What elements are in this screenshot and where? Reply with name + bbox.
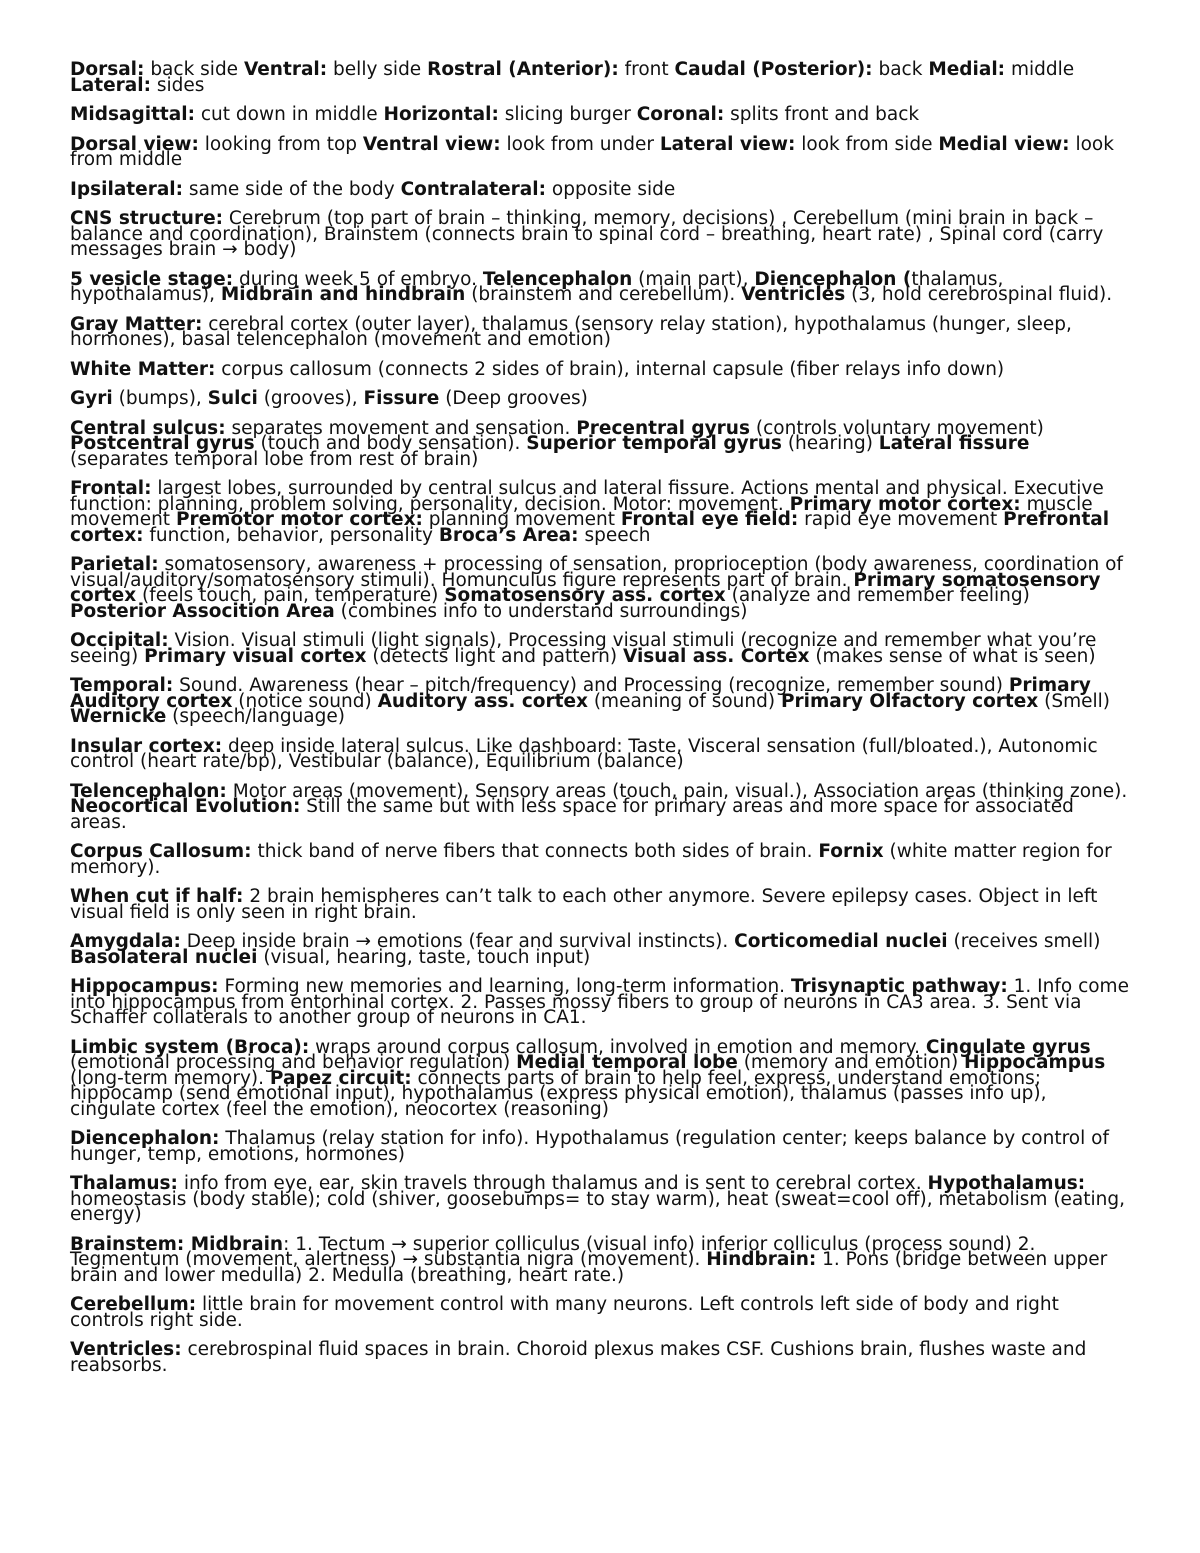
term-label: Neocortical Evolution: [70, 796, 301, 817]
term-label: Hippocampus [964, 1052, 1106, 1073]
definition-text: (notice sound) [232, 690, 378, 712]
term-label: Frontal: [70, 478, 152, 499]
definition-text: belly side [327, 59, 428, 80]
definition-text: look from under [500, 133, 660, 155]
definition-text: somatosensory, awareness + processing of sensation, proprioception (body awareness, coordination of visual/auditory/somatosensory stimuli). Homunculus figure represents part of brain. [70, 554, 1123, 591]
term-label: Diencephalon ( [754, 268, 912, 290]
note-paragraph [70, 630, 1130, 667]
note-paragraph [70, 1173, 1130, 1225]
definition-text: look from side [795, 133, 939, 155]
term-label: Hindbrain: [706, 1249, 817, 1270]
definition-text: (hearing) [781, 433, 879, 454]
definition-text: (meaning of sound) [587, 690, 781, 712]
definition-text: : 1. Tectum → superior colliculus (visual info) inferior colliculus (process sound) 2. Tegmentum (movement, alertness) → substantia nigra (movement). [70, 1233, 1036, 1270]
definition-text: little brain for movement control with many neurons. Left controls left side of body and right controls right side. [70, 1294, 1059, 1331]
term-label: Medial view: [938, 133, 1070, 155]
term-label: Medial temporal lobe [516, 1052, 738, 1073]
definition-text: deep inside lateral sulcus. Like dashboard: Taste, Visceral sensation (full/bloated.), Autonomic control (heart rate/bp), Vestibular (balance), Equilibrium (balance) [70, 735, 1098, 772]
term-label: Midsagittal: [70, 104, 195, 125]
note-paragraph [70, 886, 1130, 923]
term-label: Primary Auditory cortex [70, 675, 1091, 712]
term-label: Papez circuit: [269, 1067, 412, 1089]
definition-text: (emotional processing and behavior regulation) [70, 1052, 517, 1073]
note-paragraph [70, 178, 1130, 200]
term-label: Dorsal view: [70, 133, 199, 155]
term-label: Temporal: [70, 675, 174, 696]
term-label: Thalamus: [70, 1173, 178, 1194]
definition-text: sides [151, 74, 205, 96]
term-label: Superior temporal gyrus [526, 433, 782, 454]
term-label: Postcentral gyrus [70, 433, 255, 454]
note-paragraph [70, 780, 1130, 833]
note-paragraph [70, 931, 1130, 968]
definition-text: (visual, hearing, taste, touch input) [257, 946, 591, 968]
term-label: Diencephalon: [70, 1128, 220, 1149]
term-label: Posterior Assocition Area [70, 600, 335, 622]
term-label: Lateral view: [659, 133, 796, 155]
term-label: Fornix [818, 841, 884, 862]
term-label: Limbic system (Broca): [70, 1036, 310, 1058]
definition-text: speech [578, 524, 651, 546]
definition-text: 1. Info come into hippocampus from entorhinal cortex. 2. Passes mossy fibers to group of neurons in CA3 area. 3. Sent via Schaffer collaterals to another group of neurons in CA1. [70, 976, 1129, 1028]
term-label: Primary visual cortex [144, 645, 367, 667]
note-paragraph [70, 104, 1130, 125]
term-label: Prefrontal cortex: [70, 509, 1110, 546]
term-label: Hippocampus: [70, 976, 219, 997]
note-paragraph [70, 1036, 1130, 1120]
term-label: Cingulate gyrus [925, 1036, 1091, 1058]
term-label: Parietal: [70, 554, 159, 575]
term-label: Horizontal: [383, 104, 499, 125]
term-label: Gyri [70, 388, 113, 409]
note-paragraph [70, 976, 1130, 1028]
term-label: Hypothalamus: [927, 1173, 1086, 1194]
note-paragraph [70, 59, 1130, 96]
note-paragraph [70, 478, 1130, 546]
note-paragraph [70, 358, 1130, 380]
term-label: Amygdala: [70, 931, 181, 952]
definition-text: muscle movement [70, 493, 1093, 530]
term-label: CNS structure: [70, 208, 224, 229]
definition-text: middle [1005, 59, 1075, 80]
definition-text: (bumps), [112, 388, 208, 409]
term-label: Gray Matter: [70, 313, 203, 335]
definition-text: Still the same but with less space for primary areas and more space for associated areas. [70, 796, 1074, 833]
note-paragraph [70, 133, 1130, 170]
term-label: Ventricles [741, 284, 846, 305]
definition-text: thalamus, hypothalamus), [70, 268, 1004, 305]
definition-text: (feels touch, pain, temperature) [136, 585, 445, 606]
note-paragraph [70, 313, 1130, 350]
definition-text: connects parts of brain to help feel, express, understand emotions; hippocamp (send emotional input), hypothalamus (express physical emotion), thalamus (passes info up), cingulate cortex (feel the emotion), neocortex (reasoning) [70, 1067, 1047, 1120]
term-label: Ventral view: [362, 133, 501, 155]
term-label: When cut if half: [70, 886, 244, 907]
note-paragraph [70, 268, 1130, 305]
definition-text: back [872, 59, 929, 80]
term-label: Auditory ass. cortex [377, 690, 588, 712]
term-label: Telencephalon: [70, 780, 227, 802]
note-paragraph [70, 735, 1130, 772]
document-page [70, 59, 1130, 1387]
term-label: Primary Olfactory cortex [780, 690, 1039, 712]
definition-text: cut down in middle [194, 104, 384, 125]
definition-text: homeostasis (body stable); cold (shiver, goosebumps= to stay warm), heat (sweat=cool off), metabolism (eating, energy) [70, 1188, 1126, 1225]
term-label: Primary somatosensory cortex [70, 569, 1101, 606]
definition-text: 2 brain hemispheres can’t talk to each other anymore. Severe epilepsy cases. Object in left visual field is only seen in right brain. [70, 886, 1098, 923]
term-label: Ipsilateral: [70, 178, 184, 200]
definition-text: Deep inside brain → emotions (fear and survival instincts). [180, 931, 735, 952]
term-label: Midbrain and hindbrain [220, 284, 466, 305]
definition-text: same side of the body [183, 178, 401, 200]
term-label: Coronal: [636, 104, 725, 125]
note-paragraph [70, 388, 1130, 409]
term-label: Dorsal: [70, 59, 145, 80]
term-label: Corticomedial nuclei [734, 931, 948, 952]
term-label: Cerebellum: [70, 1294, 197, 1315]
definition-text: cerebrospinal fluid spaces in brain. Choroid plexus makes CSF. Cushions brain, flushes waste and reabsorbs. [70, 1339, 1087, 1376]
definition-text: splits front and back [724, 104, 920, 125]
term-label: Central sulcus: [70, 417, 226, 439]
term-label: Primary motor cortex: [789, 493, 1021, 515]
definition-text: (memory and emotion) [737, 1052, 965, 1073]
definition-text: separates movement and sensation. [225, 417, 577, 439]
term-label: Occipital: [70, 630, 169, 651]
definition-text: (speech/language) [166, 706, 345, 727]
term-label: Lateral fissure [878, 433, 1030, 454]
definition-text: info from eye, ear, skin travels through thalamus and is sent to cerebral cortex. [177, 1173, 928, 1194]
definition-text: Thalamus (relay station for info). Hypothalamus (regulation center; keeps balance by control of hunger, temp, emotions, hormones) [70, 1128, 1109, 1165]
definition-text: (long-term memory). [70, 1067, 270, 1089]
definition-text: opposite side [546, 178, 676, 200]
definition-text: (main part), [632, 268, 755, 290]
definition-text: (white matter region for memory). [70, 841, 1112, 878]
term-label: Telencephalon [482, 268, 633, 290]
note-paragraph [70, 1339, 1130, 1376]
definition-text: Cerebrum (top part of brain – thinking, memory, decisions) , Cerebellum (mini brain in back – balance and coordination), Brainstem (connects brain to spinal cord – breathing, heart rate) , Spinal cord (carry messages brain → body) [70, 208, 1104, 260]
definition-text: 1. Pons (bridge between upper brain and lower medulla) 2. Medulla (breathing, heart rate.) [70, 1249, 1108, 1286]
definition-text: cerebral cortex (outer layer), thalamus (sensory relay station), hypothalamus (hunger, sleep, hormones), basal telencephalon (movement and emotion) [70, 313, 1072, 350]
term-label: Visual ass. Cortex [622, 645, 810, 667]
definition-text: (brainstem and cerebellum). [465, 284, 742, 305]
term-label: Frontal eye field: [620, 509, 799, 530]
definition-text: look from middle [70, 133, 1114, 170]
term-label: White Matter: [70, 358, 216, 380]
definition-text: Forming new memories and learning, long-term information. [218, 976, 791, 997]
term-label: Trisynaptic pathway: [790, 976, 1008, 997]
note-paragraph [70, 208, 1130, 260]
term-label: Basolateral nuclei [70, 946, 258, 968]
definition-text: Vision. Visual stimuli (light signals), Processing visual stimuli (recognize and remember what you’re seeing) [70, 630, 1097, 667]
term-label: Medial: [928, 59, 1006, 80]
definition-text: rapid eye movement [798, 509, 1004, 530]
term-label: 5 vesicle stage: [70, 268, 234, 290]
definition-text: front [618, 59, 675, 80]
note-paragraph [70, 417, 1130, 470]
definition-text: corpus callosum (connects 2 sides of brain), internal capsule (fiber relays info down) [215, 358, 1005, 380]
term-label: Precentral gyrus [576, 417, 750, 439]
definition-text: largest lobes, surrounded by central sulcus and lateral fissure. Actions mental and physical. Executive function: planning, problem solving, personality, decision. Motor: movement. [70, 478, 1104, 515]
term-label: Rostral (Anterior): [427, 59, 619, 80]
definition-text: (controls voluntary movement) [750, 417, 1044, 439]
note-paragraph [70, 1294, 1130, 1331]
definition-text: planning movement [422, 509, 621, 530]
definition-text: thick band of nerve fibers that connects both sides of brain. [251, 841, 819, 862]
definition-text: (analyze and remember feeling) [725, 585, 1030, 606]
definition-text: looking from top [198, 133, 363, 155]
term-label: Ventral: [243, 59, 328, 80]
definition-text: during week 5 of embryo. [233, 268, 483, 290]
definition-text: back side [144, 59, 244, 80]
definition-text: (3, hold cerebrospinal fluid). [845, 284, 1113, 305]
definition-text: (touch and body sensation). [254, 433, 527, 454]
term-label: Lateral: [70, 74, 152, 96]
definition-text: function, behavior, personality [143, 524, 439, 546]
term-label: Fissure [363, 388, 440, 409]
definition-text: slicing burger [498, 104, 637, 125]
term-label: Broca’s Area: [438, 524, 579, 546]
term-label: Sulci [207, 388, 258, 409]
definition-text: (receives smell) [947, 931, 1101, 952]
note-paragraph [70, 554, 1130, 622]
term-label: Corpus Callosum: [70, 841, 252, 862]
definition-text: (Smell) [1038, 690, 1110, 712]
definition-text: (detects light and pattern) [366, 645, 623, 667]
term-label: Premotor motor cortex: [175, 509, 423, 530]
definition-text: (combines info to understand surroundings) [334, 600, 748, 622]
term-label: Contralateral: [400, 178, 547, 200]
definition-text: (grooves), [257, 388, 364, 409]
definition-text: (makes sense of what is seen) [809, 645, 1096, 667]
definition-text: Motor areas (movement), Sensory areas (touch, pain, visual.), Association areas (thinking zone). [226, 780, 1128, 802]
note-paragraph [70, 1233, 1130, 1286]
term-label: Somatosensory ass. cortex [444, 585, 726, 606]
note-paragraph [70, 841, 1130, 878]
term-label: Ventricles: [70, 1339, 182, 1360]
definition-text: (Deep grooves) [439, 388, 588, 409]
note-paragraph [70, 675, 1130, 727]
term-label: Brainstem: Midbrain [70, 1233, 284, 1255]
definition-text: Sound. Awareness (hear – pitch/frequency) and Processing (recognize, remember sound) [173, 675, 1009, 696]
definition-text: (separates temporal lobe from rest of brain) [70, 448, 479, 470]
term-label: Insular cortex: [70, 735, 223, 757]
note-paragraph [70, 1128, 1130, 1165]
definition-text: wraps around corpus callosum, involved in emotion and memory. [309, 1036, 926, 1058]
term-label: Caudal (Posterior): [674, 59, 873, 80]
term-label: Wernicke [70, 706, 167, 727]
